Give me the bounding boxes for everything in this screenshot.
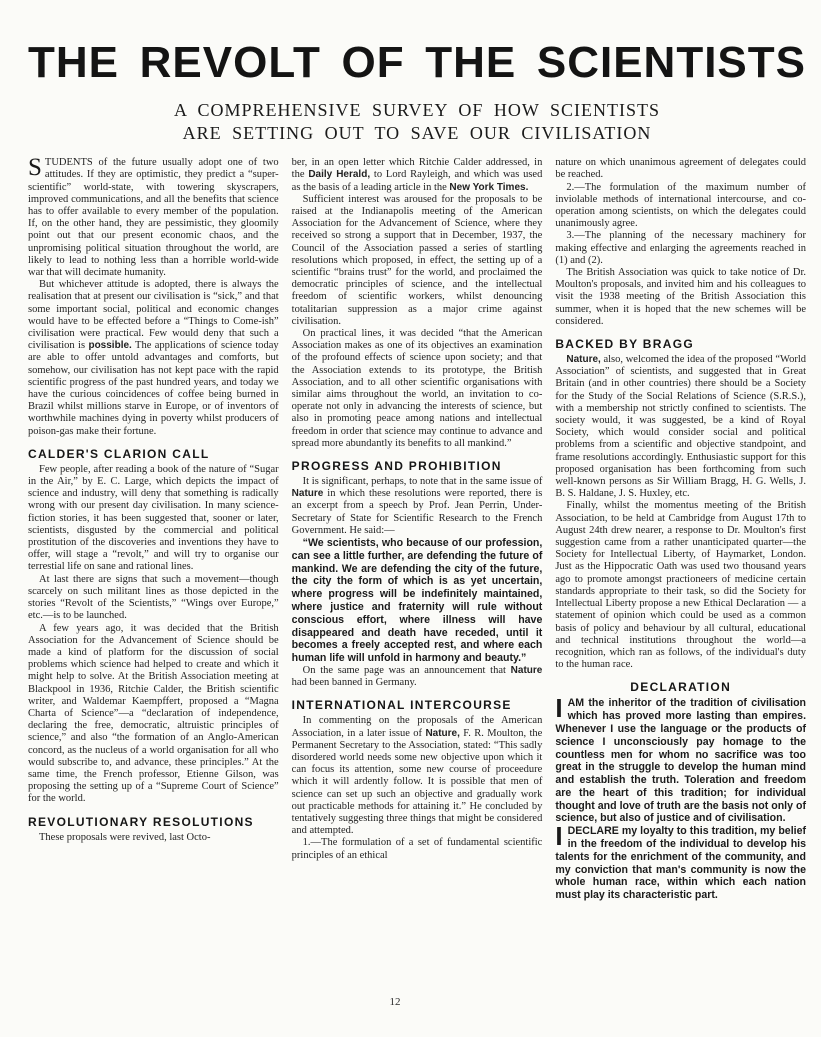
article-paragraph [555, 182, 806, 231]
page-number: 12 [389, 996, 401, 1008]
article-paragraph [28, 623, 279, 806]
bold-run: New York Times. [449, 181, 529, 193]
article-paragraph [28, 154, 279, 279]
text-run: It is significant, perhaps, to note that in the same issue of [302, 476, 543, 488]
drop-cap: S [28, 154, 42, 182]
section-heading: DECLARATION [630, 680, 732, 695]
bold-run: Nature, [425, 727, 460, 739]
text-run: AM the inheritor of the tradition of civilisation which has proved more lasting than empires. Whenever I use the language or the products of science I unconsciously pay homage to the countless men for whom no sacrifice was too great in the struggle to develop the human mind and establish the truth. Toleration and freedom are the heart of this tradition; for individual thought and love of truth are the basis not only of science, but also of justice and of civilisation. [555, 697, 807, 825]
text-run: DECLARE my loyalty to this tradition, my belief in the freedom of the individual to develop his talents for the enrichment of the community, and my conviction that man's community is now the whole human race, within which each nation must play its characteristic part. [555, 825, 807, 902]
article-paragraph [555, 693, 807, 825]
article-paragraph [292, 837, 543, 861]
text-run: On practical lines, it was decided “that the American Association makes as one of its objectives an examination of the profound effects of science upon society; and that the Association extends to its prototype, the British Association, and to all other scientific organisations with similar aims throughout the world, an invitation to co-operate not only in advancing the interests of science, but also in promoting peace among nations and intellectual freedom in order that science may continue to advance and spread more abundantly its benefits to all mankind.” [291, 328, 543, 449]
text-run: At last there are signs that such a movement—though scarcely on such militant lines as those depicted in the stories “Revolt of the Scientists,” “Wings over Europe,” etc.—is to be launched. [28, 573, 279, 622]
article-paragraph [555, 354, 806, 500]
section-heading: INTERNATIONAL INTERCOURSE [291, 698, 512, 713]
text-run: The applications of science today are able to offer untold advantages and comforts, but somehow, our civilisation has not kept pace with the rapid scientific progress of the past hundred years, and today we have the curious coincidences of coffee being burned in Brazil whilst millions starve in Europe, or of inventors of worthwhile machines dying in poverty whilst producers of poison-gas make their fortune. [28, 340, 279, 437]
article-column-3 [555, 157, 806, 902]
text-run: “We scientists, who because of our profession, can see a little further, are defending the future of mankind. We are defending the city of the future, the city the form of which is as yet uncertain, where progress will be indefinitely maintained, where justice and fraternity will rule without conscious effort, where illness will have disappeared and death have receded, until it becomes a freely accepted rest, and where each human life will unfold in harmony and beauty.” [291, 537, 543, 665]
text-run: 3.—The planning of the necessary machinery for making effective and enlarging the agreements reached in (1) and (2). [555, 230, 807, 266]
article-paragraph [555, 157, 806, 181]
masthead [28, 40, 806, 145]
text-run: 1.—The formulation of a set of fundamental scientific principles of an ethical [291, 837, 543, 861]
text-run: A few years ago, it was decided that the British Association for the Advancement of Science should be made a kind of platform for the discussion of social problems which science had helped to create and which it might help to solve. At the British Association meeting at Blackpool in 1936, Ritchie Calder, the British scientific writer, and Waldemar Kaempffert, proposed a “Magna Charta of Science”—a “declaration of independence, declaring the free, democratic, altruistic principles of science,” and also “the formation of an Anglo-American concord, as the nucleus of a world organisation for all who would subscribe to, and advance, these principles.” At the same time, the French professor, Etienne Gilson, was proposing the setting up of a “Supreme Court of Science” for the world. [28, 622, 279, 805]
article-paragraph [555, 267, 806, 328]
article-paragraph [555, 500, 806, 671]
text-run: nature on which unanimous agreement of delegates could be reached. [555, 157, 807, 181]
text-run: also, welcomed the idea of the proposed “World Association” of scientists, and suggested that in Great Britain (and in other countries) there should be a Society for the Study of the Social Relations of Science (S.R.S.), with a membership not strictly confined to scientists. The society would, it was suggested, be a kind of Royal Society, which would consider social and political problems from a scientific and objective standpoint, and frame resolutions accordingly. Enthusiastic support for this proposed organisation has been forthcoming from such well-known persons as Sir William Bragg, H. G. Wells, J. B. S. Haldane, J. S. Huxley, etc. [555, 354, 807, 500]
article-paragraph [555, 821, 807, 902]
text-run: ber, in an open letter which Ritchie Calder addressed, in the [291, 157, 543, 181]
text-run: 2.—The formulation of the maximum number of inviolable methods of international intercourse, and co-operation among scientists, on which the delegates could unanimously agree. [555, 181, 807, 230]
article-paragraph [292, 328, 543, 450]
article-title: THE REVOLT OF THE SCIENTISTS [28, 38, 806, 87]
drop-cap: I [555, 821, 563, 852]
text-run: to Lord Rayleigh, and which was used as the basis of a leading article in the [291, 169, 543, 193]
article-column-2 [292, 157, 543, 902]
bold-run: Nature [291, 488, 324, 500]
article-paragraph [292, 715, 543, 837]
section-heading: REVOLUTIONARY RESOLUTIONS [28, 814, 254, 829]
article-columns [28, 154, 807, 902]
article-paragraph [28, 279, 279, 438]
article-paragraph [292, 476, 543, 537]
bold-run: Nature, [566, 354, 601, 366]
text-run: But whichever attitude is adopted, there is always the realisation that at present our civilisation is “sick,” and that some important social, political and economic changes would have to be effected before a “Things to Come-ish” civilisation were practical. Few would deny that such a civilisation is [28, 279, 279, 352]
article-paragraph [292, 537, 543, 665]
text-run: in which these resolutions were reported, there is an excerpt from a speech by Prof. Jean Perrin, Under-Secretary of State for Scientific Research to the French Government. He said:— [291, 488, 543, 536]
drop-cap: I [555, 693, 563, 724]
text-run: In commenting on the proposals of the American Association, in a later issue of [291, 715, 543, 739]
text-run: Sufficient interest was aroused for the proposals to be raised at the Indianapolis meeting of the American Association for the Advancement of Science, where they received so strong a support that in December, 1937, the Council of the Association passed a series of startling resolutions which proposed, in effect, the setting up of a scientific “brains trust” for the world, and proclaimed the democratic principles of science, and the intellectual freedom of scientific workers, whilst denouncing totalitarian suppression as a major crime against civilisation. [291, 193, 543, 327]
article-subtitle-line: A COMPREHENSIVE SURVEY OF HOW SCIENTISTS [173, 100, 661, 121]
text-run: F. R. Moulton, the Permanent Secretary to the Association, stated: “This sadly disordered world needs some new objective upon which it can focus its attention, some new course of proceedure which it will ardently follow. It is possible that men of science can set up such an objective and gradually work out practicable methods for attaining it.” He concluded by tentatively suggesting three things that might be considered and attempted. [291, 727, 543, 837]
article-subtitle [28, 99, 806, 145]
bold-run: Nature [510, 665, 543, 677]
article-subtitle-line: ARE SETTING OUT TO SAVE OUR CIVILISATION [182, 123, 652, 144]
text-run: Few people, after reading a book of the nature of “Sugar in the Air,” by E. C. Large, which depicts the impact of science and industry, will deny that something is radically wrong with our present day civilisation. In many science-fiction stories, it has been suggested that, sooner or later, scientists, disgusted by the commercial and political prostitution of the discoveries and inventions they have to offer, will stage a “revolt,” and will try to organise our terrestial life on sane and rational lines. [28, 463, 279, 573]
text-run: On the same page was an announcement that [302, 665, 511, 677]
article-paragraph [28, 464, 279, 574]
section-heading: BACKED BY BRAGG [555, 337, 694, 352]
article-paragraph [28, 832, 279, 844]
text-run: TUDENTS of the future usually adopt one of two attitudes. If they are optimistic, they predict a “super-scientific” world-state, with towering skyscrapers, improved communications, and all the benefits that science has to offer available to every member of the population. If, on the other hand, they are pessimistic, they gloomily point out that our present economic chaos, and the unpromising political situation throughout the world, are likely to lead to nothing less than a horrible world-wide war that will decimate humanity. [28, 157, 279, 279]
article-paragraph [28, 574, 279, 623]
text-run: These proposals were revived, last Octo- [39, 831, 211, 843]
article-paragraph [292, 665, 543, 689]
bold-run: possible. [88, 340, 132, 352]
article-paragraph [292, 157, 543, 194]
article-column-1 [28, 154, 279, 902]
article-paragraph [292, 194, 543, 328]
article-paragraph [555, 230, 806, 267]
text-run: The British Association was quick to take notice of Dr. Moulton's proposals, and invited him and his colleagues to visit the 1938 meeting of the British Association this summer, when it is hoped that the new schemes will be considered. [555, 267, 807, 327]
section-heading: PROGRESS AND PROHIBITION [291, 459, 502, 474]
section-heading: CALDER'S CLARION CALL [28, 446, 210, 461]
text-run: Finally, whilst the momentus meeting of the British Association, to be held at Cambridge from August 17th to August 24th drew nearer, a response to Dr. Moulton's first suggestion came from a rather unanticipated quarter—the Society for Intellectual Liberty, of Haymarket, London. Just as the Hippocratic Oath was used two thousand years ago to promote amongst practioneers of medicine certain standards appropriate to their task, so did the Society for Intellectual Liberty propose a new Ethical Declaration — a statement of opinion which could be used as a common basis of policy and behaviour by all cultural, educational and technical institutions throughout the world—a recognition, which ran as follows, of the individual's duty to the human race. [555, 500, 807, 671]
bold-run: Daily Herald, [308, 169, 371, 181]
text-run: had been banned in Germany. [291, 677, 417, 689]
